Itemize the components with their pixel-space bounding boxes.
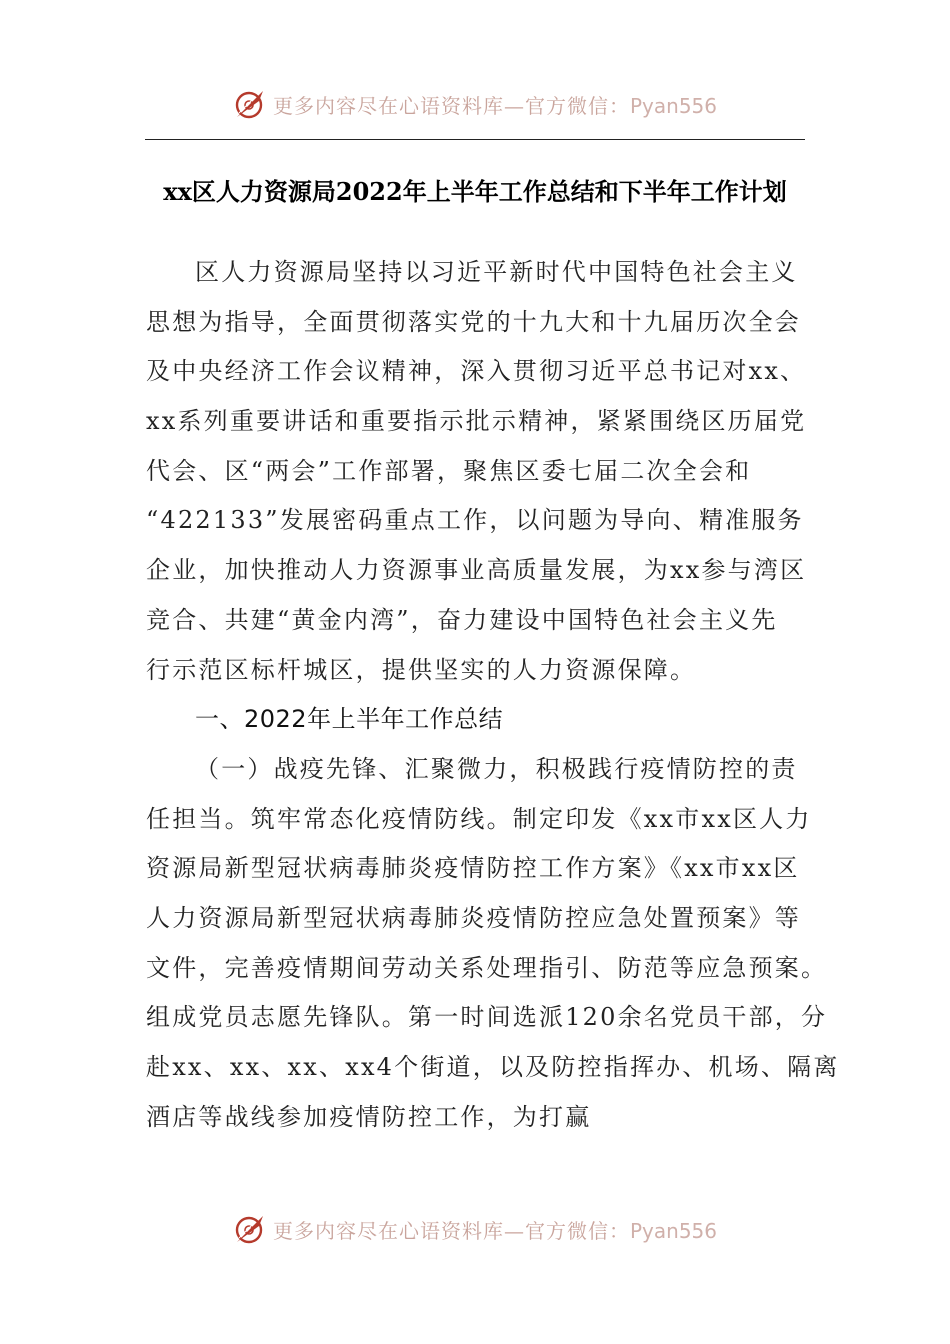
watermark-text: [273, 1215, 717, 1244]
watermark-wechat-id: Pyan556: [629, 93, 717, 118]
body-line: 企业，加快推动人力资源事业高质量发展，为xx参与湾区: [146, 556, 807, 585]
body-line: 任担当。筑牢常态化疫情防线。制定印发《xx市xx区人力: [146, 804, 812, 833]
body-line: 赴xx、xx、xx、xx4个街道，以及防控指挥办、机场、隔离: [146, 1053, 840, 1081]
body-line: 及中央经济工作会议精神，深入贯彻习近平总书记对xx、: [146, 357, 807, 386]
body-line: 资源局新型冠状病毒肺炎疫情防控工作方案》《xx市xx区: [146, 854, 800, 883]
document-title: xx区人力资源局2022年上半年工作总结和下半年工作计划: [163, 177, 787, 206]
header-watermark: [0, 84, 950, 124]
body-line: xx系列重要讲话和重要指示批示精神，紧紧围绕区历届党: [146, 407, 807, 436]
body-line: 组成党员志愿先锋队。第一时间选派120余名党员干部，分: [146, 1003, 828, 1032]
body-line: 文件，完善疫情期间劳动关系处理指引、防范等应急预案。: [146, 953, 828, 982]
body-line: 人力资源局新型冠状病毒肺炎疫情防控应急处置预案》等: [146, 903, 801, 932]
header-divider: [145, 139, 805, 140]
body-line: “422133”发展密码重点工作，以问题为导向、精准服务: [146, 506, 804, 535]
body-line: （一）战疫先锋、汇聚微力，积极践行疫情防控的责: [195, 754, 798, 783]
body-line: 代会、区“两会”工作部署，聚焦区委七届二次全会和: [146, 456, 752, 485]
body-line: 思想为指导，全面贯彻落实党的十九大和十九届历次全会: [146, 307, 801, 336]
watermark-text-cn: 更多内容尽在心语资料库—官方微信：: [272, 93, 630, 118]
footer-watermark: [0, 1209, 950, 1249]
body-line: 区人力资源局坚持以习近平新时代中国特色社会主义: [195, 258, 798, 286]
watermark-wechat-id: Pyan556: [629, 1218, 717, 1243]
body-line: 竞合、共建“黄金内湾”，奋力建设中国特色社会主义先: [146, 605, 778, 634]
quill-logo-icon: [233, 87, 267, 121]
document-body: [146, 248, 840, 1142]
quill-logo-icon: [233, 1212, 267, 1246]
section-heading: 一、2022年上半年工作总结: [195, 705, 504, 734]
watermark-text-cn: 更多内容尽在心语资料库—官方微信：: [272, 1218, 630, 1243]
body-line: 行示范区标杆城区，提供坚实的人力资源保障。: [146, 655, 697, 684]
watermark-text: [273, 90, 717, 119]
body-line: 酒店等战线参加疫情防控工作，为打赢: [146, 1102, 592, 1131]
